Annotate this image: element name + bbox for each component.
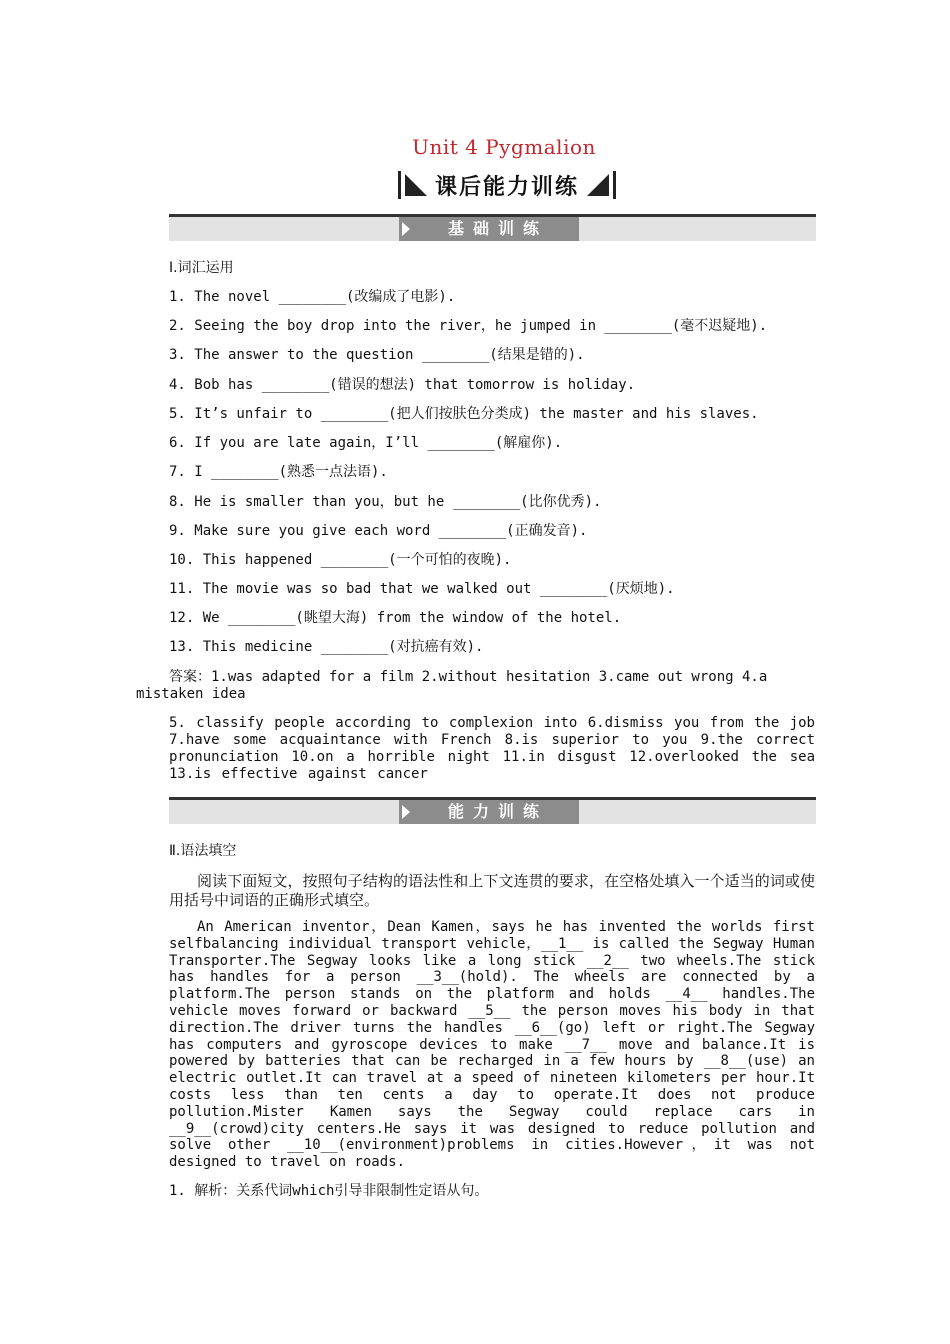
banner-left-triangle: [405, 174, 427, 196]
list-item: 6. If you are late again，I’ll ________(解雇你).: [169, 435, 563, 451]
page-title: Unit 4 Pygmalion: [412, 135, 596, 159]
list-item: 4. Bob has ________(错误的想法) that tomorrow is holiday.: [169, 377, 636, 393]
list-item: 8. He is smaller than you，but he ________(比你优秀).: [169, 494, 602, 510]
answer-block-2: 5. classify people according to complexion into 6.dismiss you from the job 7.have some acquaintance with French 8.is superior to you 9.the correct pronunciation 10.on a horrible night 11.in disgust 12.overlooked the sea 13.is effective against cancer: [169, 715, 815, 782]
play-arrow-icon: [402, 222, 410, 236]
list-item: 13. This medicine ________(对抗癌有效).: [169, 639, 484, 655]
list-item: 2. Seeing the boy drop into the river，he jumped in ________(毫不迟疑地).: [169, 318, 768, 334]
section-header-basic: [169, 214, 816, 244]
list-item: 12. We ________(眺望大海) from the window of the hotel.: [169, 610, 622, 626]
banner-left-bar: [398, 171, 401, 199]
list-item: 9. Make sure you give each word ________(正确发音).: [169, 523, 588, 539]
section-header-ability: [169, 797, 816, 827]
section-label: 基础训练: [447, 219, 548, 238]
list-item: 7. I ________(熟悉一点法语).: [169, 464, 388, 480]
part1-heading: Ⅰ.词汇运用: [169, 260, 234, 276]
list-item: 10. This happened ________(一个可怕的夜晚).: [169, 552, 512, 568]
play-arrow-icon: [402, 805, 410, 819]
list-item: 5. It’s unfair to ________(把人们按肤色分类成) the master and his slaves.: [169, 406, 759, 422]
analysis-note: 1. 解析：关系代词which引导非限制性定语从句。: [169, 1183, 489, 1199]
section-label: 能力训练: [447, 802, 548, 821]
banner-right-bar: [613, 171, 616, 199]
instruction-text: 阅读下面短文，按照句子结构的语法性和上下文连贯的要求，在空格处填入一个适当的词或使用括号中词语的正确形式填空。: [169, 872, 815, 909]
answer-block-1: 答案：1.was adapted for a film 2.without hesitation 3.came out wrong 4.a mistaken idea: [136, 669, 768, 702]
list-item: 1. The novel ________(改编成了电影).: [169, 289, 456, 305]
list-item: 3. The answer to the question ________(结果是错的).: [169, 347, 585, 363]
subtitle-banner: [398, 168, 616, 202]
list-item: 11. The movie was so bad that we walked out ________(厌烦地).: [169, 581, 675, 597]
subtitle-text: 课后能力训练: [435, 174, 580, 200]
part2-heading: Ⅱ.语法填空: [169, 843, 237, 859]
banner-right-triangle: [587, 174, 609, 196]
passage-text: An American inventor，Dean Kamen，says he has invented the worlds first selfbalancing individual transport vehicle，__1__ is called the Segway Human Transporter.The Segway looks like a long stick __2__ two wheels.The stick has handles for a person __3__(hold). The wheels are connected by a platform.The person stands on the platform and holds __4__ handles.The vehicle moves forward or backward __5__ the person moves his body in that direction.The driver turns the handles __6__(go) left or right.The Segway has computers and gyroscope devices to make __7__ move and balance.It is powered by batteries that can be recharged in a few hours by __8__(use) an electric outlet.It can travel at a speed of nineteen kilometers per hour.It costs less than ten cents a day to operate.It does not produce pollution.Mister Kamen says the Segway could replace cars in __9__(crowd)city centers.He says it was designed to reduce pollution and solve other __10__(environment)problems in cities.However，it was not designed to travel on roads.: [169, 919, 815, 1171]
